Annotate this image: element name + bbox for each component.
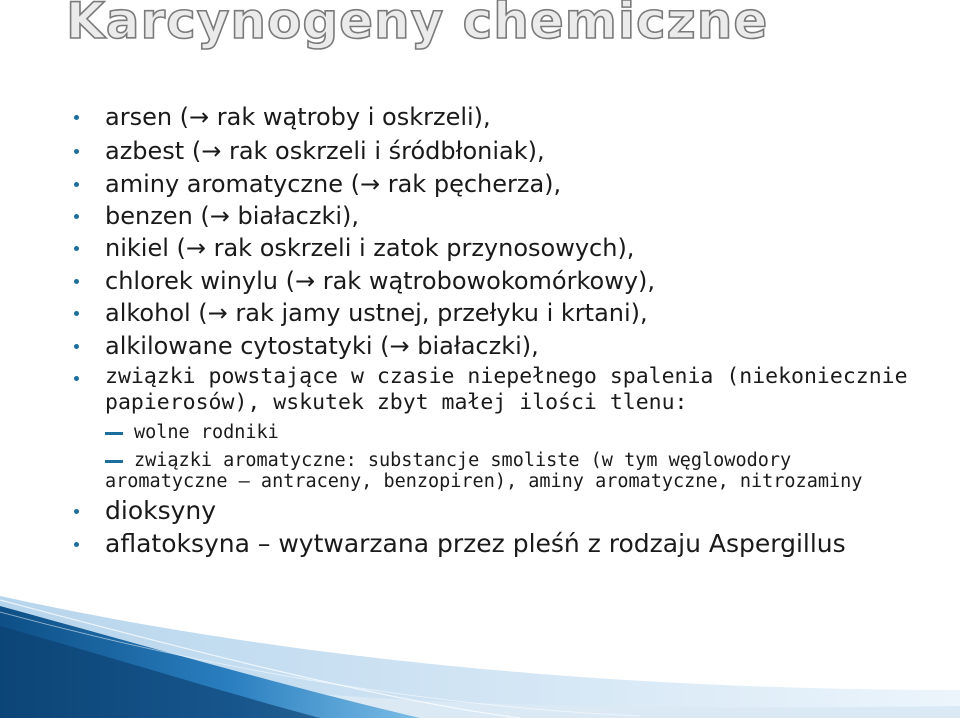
bullet-item: [105, 266, 655, 296]
bullet-item: [105, 233, 634, 263]
bullet-text: benzen (→ białaczki),: [105, 202, 360, 230]
bullet-text: arsen (→ rak wątroby i oskrzeli),: [105, 103, 491, 131]
bullet-item: [105, 136, 545, 166]
dash-icon: [105, 432, 123, 435]
sub-item: [134, 420, 279, 445]
bullet-dot-icon: [74, 279, 79, 284]
bullet-continuation: [105, 389, 687, 417]
bullet-text: papierosów), wskutek zbyt małej ilości tlenu:: [105, 390, 688, 415]
bullet-dot-icon: [74, 311, 79, 316]
bullet-item: [105, 102, 491, 132]
bullet-dot-icon: [74, 542, 79, 547]
bullet-item: [105, 169, 561, 199]
bullet-text: alkohol (→ rak jamy ustnej, przełyku i krtani),: [105, 299, 648, 327]
bullet-item: [105, 363, 908, 391]
dash-icon: [105, 460, 123, 463]
bullet-dot-icon: [74, 509, 79, 514]
bullet-dot-icon: [74, 149, 79, 154]
bullet-item: [105, 331, 539, 361]
bullet-item: [105, 496, 216, 526]
bullet-dot-icon: [74, 376, 79, 381]
sub-item-text: aromatyczne – antraceny, benzopiren), aminy aromatyczne, nitrozaminy: [105, 471, 863, 492]
bullet-dot-icon: [74, 115, 79, 120]
bullet-item: [105, 298, 648, 328]
bullet-text: alkilowane cytostatyki (→ białaczki),: [105, 332, 539, 360]
bullet-text: związki powstające w czasie niepełnego spalenia (niekoniecznie: [105, 364, 908, 389]
bullet-item: [105, 529, 846, 559]
bullet-dot-icon: [74, 344, 79, 349]
bullet-text: azbest (→ rak oskrzeli i śródbłoniak),: [105, 137, 545, 165]
bullet-item: [105, 201, 359, 231]
bullet-text: dioksyny: [105, 496, 217, 525]
bullet-text: aflatoksyna – wytwarzana przez pleśń z rodzaju Aspergillus: [105, 529, 846, 558]
bullet-text: nikiel (→ rak oskrzeli i zatok przynosowych),: [105, 234, 635, 262]
bullet-text: aminy aromatyczne (→ rak pęcherza),: [105, 170, 562, 198]
sub-item-continuation: [105, 469, 862, 494]
bullet-dot-icon: [74, 246, 79, 251]
sub-item-text: związki aromatyczne: substancje smoliste (w tym węglowodory: [134, 450, 792, 471]
bullet-dot-icon: [74, 182, 79, 187]
sub-item-text: wolne rodniki: [134, 422, 279, 443]
bullet-dot-icon: [74, 214, 79, 219]
slide-title: Karcynogeny chemiczne: [66, 0, 769, 50]
bullet-text: chlorek winylu (→ rak wątrobowokomórkowy),: [105, 267, 656, 295]
